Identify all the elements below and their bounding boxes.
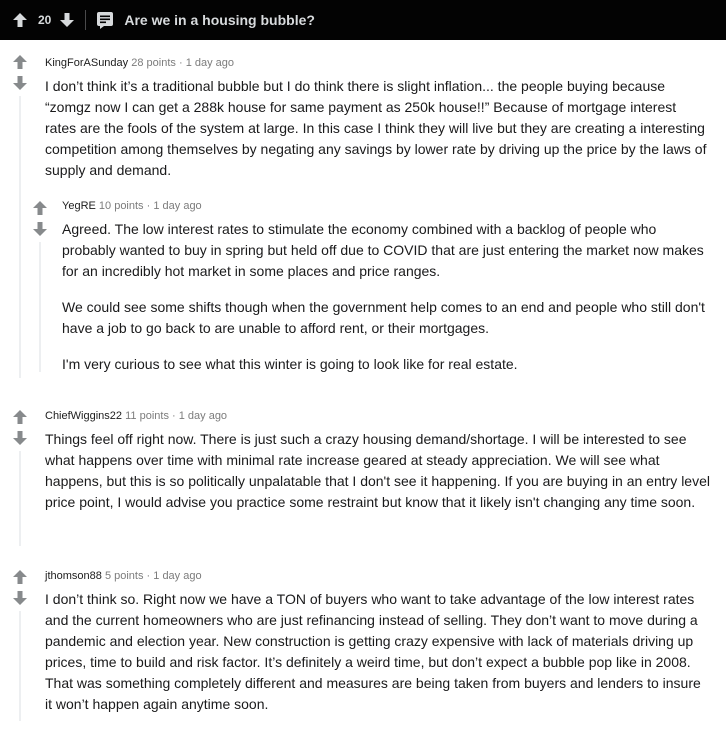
comment-vote-rail <box>32 200 48 242</box>
upvote-arrow-icon[interactable] <box>12 54 28 70</box>
meta-separator: · <box>146 570 151 582</box>
meta-separator: · <box>172 410 176 422</box>
comment-time[interactable]: 1 day ago <box>178 410 228 422</box>
comment-points: 28 points <box>131 57 176 69</box>
comment-paragraph: I don’t think so. Right now we have a TON of buyers who want to take advantage of the low interest rates and the current homeowners who are just refinancing instead of selling. They don’t want to move during a pandemic and election year. New construction is getting crazy expensive with lack of materials driving up prices, time to build and risk factor. It’s definitely a weird time, but don’t expect a bubble pop like in 2008. That was something completely different and measures are being taken from buyers and lenders to insure it won’t happen again anytime soon. <box>45 591 701 712</box>
upvote-arrow-icon[interactable] <box>12 12 28 28</box>
comment <box>0 40 726 390</box>
comment-author[interactable]: ChiefWiggins22 <box>45 410 123 422</box>
comment-body <box>45 429 710 513</box>
comment-body <box>62 219 707 375</box>
comment-meta <box>45 57 234 69</box>
comment-reply <box>22 186 722 386</box>
post-text-icon <box>96 11 114 29</box>
thread-line[interactable] <box>19 96 21 378</box>
thread-line[interactable] <box>19 611 21 721</box>
comment-time[interactable]: 1 day ago <box>185 57 235 69</box>
comment-vote-rail <box>12 54 28 96</box>
comment-points: 10 points <box>98 200 144 212</box>
post-title[interactable]: Are we in a housing bubble? <box>124 12 315 28</box>
downvote-arrow-icon[interactable] <box>32 221 48 237</box>
comment-paragraph: I don’t think it’s a traditional bubble but I do think there is slight inflation... the people buying because “zomgz now I can get a 288k house for same payment as 250k house!!” Because of mortgage interest rates are the fools of the system at large. In this case I think they will live but they are creating a interesting competition among themselves by negating any savings by lower rate by driving up the price by the laws of supply and demand. <box>45 78 707 178</box>
comment-paragraph: Agreed. The low interest rates to stimulate the economy combined with a backlog of people who probably wanted to buy in spring but held off due to COVID that are just entering the market now makes for an incredibly hot market in some places and price ranges. <box>62 221 704 279</box>
comment-paragraph: I'm very curious to see what this winter is going to look like for real estate. <box>62 356 518 372</box>
comment-time[interactable]: 1 day ago <box>153 570 202 582</box>
comment-author[interactable]: KingForASunday <box>45 57 129 69</box>
upvote-arrow-icon[interactable] <box>12 409 28 425</box>
meta-separator: · <box>146 200 151 212</box>
comment-vote-rail <box>12 409 28 451</box>
downvote-arrow-icon[interactable] <box>12 430 28 446</box>
downvote-arrow-icon[interactable] <box>12 590 28 606</box>
comment-meta <box>62 200 202 212</box>
downvote-arrow-icon[interactable] <box>12 75 28 91</box>
comment <box>0 555 726 732</box>
comment-points: 5 points <box>104 570 144 582</box>
comment-paragraph: Things feel off right now. There is just such a crazy housing demand/shortage. I will be interested to see what happens over time with minimal rate increase geared at steady appreciation. We will see what happens, but this is so politically unpalatable that I don't see it happening. If you are buying in an entry level price point, I would advise you practice some restraint but know that it likely isn't changing any time soon. <box>45 431 710 510</box>
comment-author[interactable]: jthomson88 <box>45 570 102 582</box>
comment-paragraph: We could see some shifts though when the government help comes to an end and people who still don't have a job to go back to are unable to afford rent, or their mortgages. <box>62 299 705 336</box>
post-score: 20 <box>38 13 52 27</box>
comment-meta <box>45 410 227 422</box>
downvote-arrow-icon[interactable] <box>59 12 75 28</box>
comment-meta <box>45 570 202 582</box>
upvote-arrow-icon[interactable] <box>32 200 48 216</box>
thread-line[interactable] <box>19 451 21 546</box>
comment-points: 11 points <box>125 410 169 422</box>
comment-vote-rail <box>12 569 28 611</box>
comment-time[interactable]: 1 day ago <box>153 200 202 212</box>
meta-separator: · <box>178 57 183 69</box>
comment-author[interactable]: YegRE <box>62 200 96 212</box>
post-header-bar <box>0 0 726 40</box>
header-divider <box>85 10 86 30</box>
thread-line[interactable] <box>39 242 41 372</box>
comment <box>0 395 726 555</box>
upvote-arrow-icon[interactable] <box>12 569 28 585</box>
comment-body <box>45 589 710 715</box>
post-vote-group <box>12 12 75 28</box>
comment-body <box>45 76 710 181</box>
